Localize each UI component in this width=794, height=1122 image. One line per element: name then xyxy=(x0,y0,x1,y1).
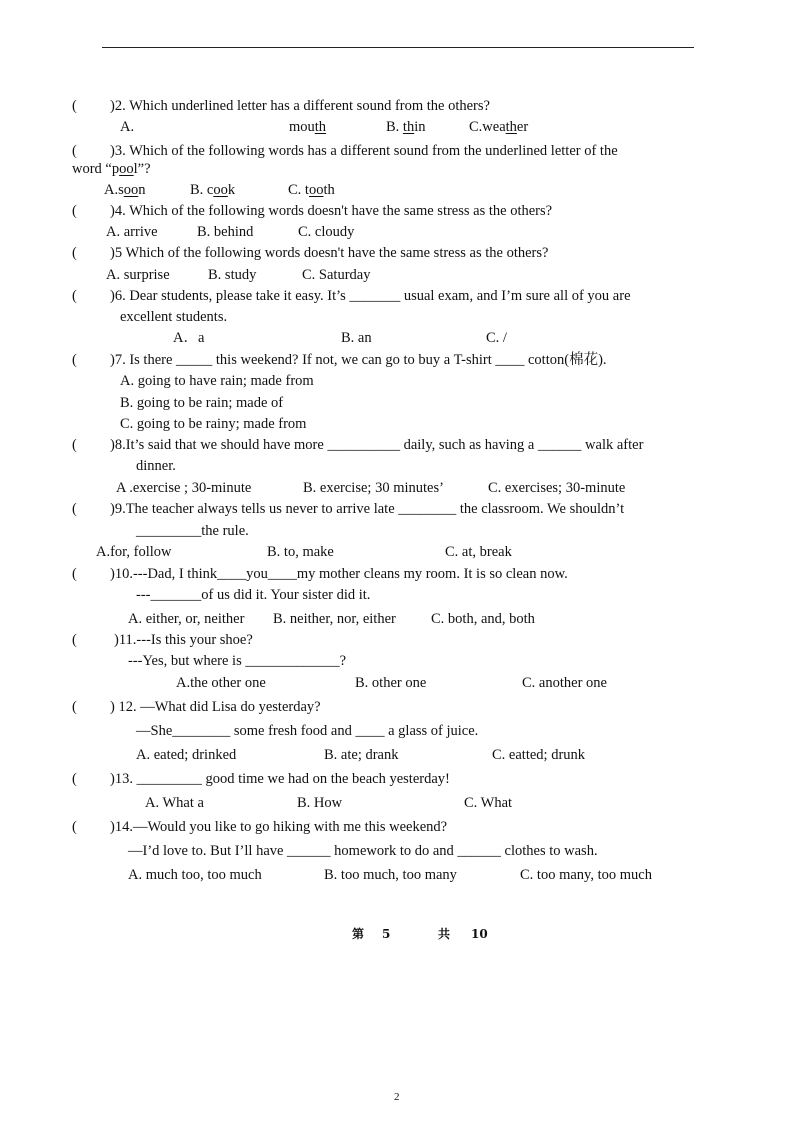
option-b[interactable]: B. study xyxy=(208,267,257,283)
option-a[interactable]: A.soon xyxy=(104,182,146,198)
question-stem: )14.—Would you like to go hiking with me this weekend? xyxy=(110,819,448,835)
question-stem-continued: word “pool”? xyxy=(72,161,151,177)
answer-paren[interactable]: ( xyxy=(72,437,77,453)
option-a[interactable]: A .exercise ; 30-minute xyxy=(116,480,252,496)
option-c[interactable]: C.weather xyxy=(469,119,529,135)
header-rule xyxy=(102,47,694,48)
option-c[interactable]: C. cloudy xyxy=(298,224,355,240)
option-c[interactable]: C. exercises; 30-minute xyxy=(488,480,626,496)
question-stem: )2. Which underlined letter has a different sound from the others? xyxy=(110,98,490,114)
question-stem-continued: _________the rule. xyxy=(136,523,249,539)
option-b[interactable]: B. an xyxy=(341,330,372,346)
dialogue-reply: —I’d love to. But I’ll have ______ homework to do and ______ clothes to wash. xyxy=(128,843,598,859)
question-stem-continued: dinner. xyxy=(136,458,176,474)
footer-page: 5 xyxy=(382,927,391,941)
option-a[interactable]: A. going to have rain; made from xyxy=(120,373,314,389)
option-a[interactable]: A. much too, too much xyxy=(128,867,262,883)
option-c[interactable]: C. eatted; drunk xyxy=(492,747,586,763)
option-b[interactable]: B. to, make xyxy=(267,544,334,560)
option-a[interactable]: A. either, or, neither xyxy=(128,611,245,627)
option-c[interactable]: C. What xyxy=(464,795,513,811)
answer-paren[interactable]: ( xyxy=(72,245,77,261)
option-b[interactable]: B. cook xyxy=(190,182,236,198)
footer-gong: 共 xyxy=(438,927,451,941)
question-stem: )3. Which of the following words has a different sound from the underlined letter of the xyxy=(110,143,618,159)
option-b[interactable]: B. too much, too many xyxy=(324,867,457,883)
question-stem: )11.---Is this your shoe? xyxy=(114,632,253,648)
option-c[interactable]: C. another one xyxy=(522,675,607,691)
footer-total: 10 xyxy=(471,927,488,941)
footer-di: 第 xyxy=(352,927,365,941)
option-b[interactable]: B. exercise; 30 minutes’ xyxy=(303,480,444,496)
option-a[interactable]: A. eated; drinked xyxy=(136,747,237,763)
question-stem-continued: excellent students. xyxy=(120,309,228,325)
option-c[interactable]: C. Saturday xyxy=(302,267,371,283)
option-a[interactable]: A. What a xyxy=(145,795,204,811)
option-b[interactable]: B. other one xyxy=(355,675,427,691)
answer-paren[interactable]: ( xyxy=(72,98,77,114)
answer-paren[interactable]: ( xyxy=(72,632,77,648)
dialogue-reply: —She________ some fresh food and ____ a glass of juice. xyxy=(136,723,479,739)
answer-paren[interactable]: ( xyxy=(72,143,77,159)
option-c[interactable]: C. tooth xyxy=(288,182,335,198)
answer-paren[interactable]: ( xyxy=(72,203,77,219)
answer-paren[interactable]: ( xyxy=(72,288,77,304)
option-b[interactable]: B. going to be rain; made of xyxy=(120,395,284,411)
question-stem: )10.---Dad, I think____you____my mother cleans my room. It is so clean now. xyxy=(110,566,568,582)
option-c[interactable]: C. / xyxy=(486,330,507,346)
answer-paren[interactable]: ( xyxy=(72,771,77,787)
option-c[interactable]: C. both, and, both xyxy=(431,611,535,627)
option-a[interactable]: A.the other one xyxy=(176,675,266,691)
option-b[interactable]: B. behind xyxy=(197,224,254,240)
question-stem: )6. Dear students, please take it easy. It’s _______ usual exam, and I’m sure all of you are xyxy=(110,288,631,304)
answer-paren[interactable]: ( xyxy=(72,699,77,715)
option-c[interactable]: C. too many, too much xyxy=(520,867,652,883)
option-b[interactable]: B. thin xyxy=(386,119,426,135)
dialogue-reply: ---_______of us did it. Your sister did it. xyxy=(136,587,371,603)
option-c[interactable]: C. going to be rainy; made from xyxy=(120,416,307,432)
question-stem: ) 12. —What did Lisa do yesterday? xyxy=(110,699,321,715)
option-c[interactable]: C. at, break xyxy=(445,544,512,560)
answer-paren[interactable]: ( xyxy=(72,501,77,517)
question-stem: )5 Which of the following words doesn't have the same stress as the others? xyxy=(110,245,549,261)
option-a[interactable]: A.for, follow xyxy=(96,544,172,560)
option-a[interactable]: mouth xyxy=(289,119,327,135)
question-stem: )4. Which of the following words doesn't have the same stress as the others? xyxy=(110,203,553,219)
answer-paren[interactable]: ( xyxy=(72,566,77,582)
page-number: 2 xyxy=(394,1091,400,1103)
option-b[interactable]: B. How xyxy=(297,795,343,811)
question-stem: )7. Is there _____ this weekend? If not, we can go to buy a T-shirt ____ cotton(棉花). xyxy=(110,352,607,368)
option-a[interactable]: A. arrive xyxy=(106,224,158,240)
option-a[interactable]: A. surprise xyxy=(106,267,170,283)
option-b[interactable]: B. neither, nor, either xyxy=(273,611,396,627)
option-b[interactable]: B. ate; drank xyxy=(324,747,399,763)
option-a[interactable]: A．a xyxy=(173,330,205,346)
question-stem: )8.It’s said that we should have more __________ daily, such as having a ______ walk after xyxy=(110,437,644,453)
option-a-label[interactable]: A. xyxy=(120,119,135,135)
answer-paren[interactable]: ( xyxy=(72,819,77,835)
answer-paren[interactable]: ( xyxy=(72,352,77,368)
question-stem: )13. _________ good time we had on the beach yesterday! xyxy=(110,771,450,787)
dialogue-reply: ---Yes, but where is _____________? xyxy=(128,653,347,669)
question-stem: )9.The teacher always tells us never to arrive late ________ the classroom. We shouldn’t xyxy=(110,501,625,517)
